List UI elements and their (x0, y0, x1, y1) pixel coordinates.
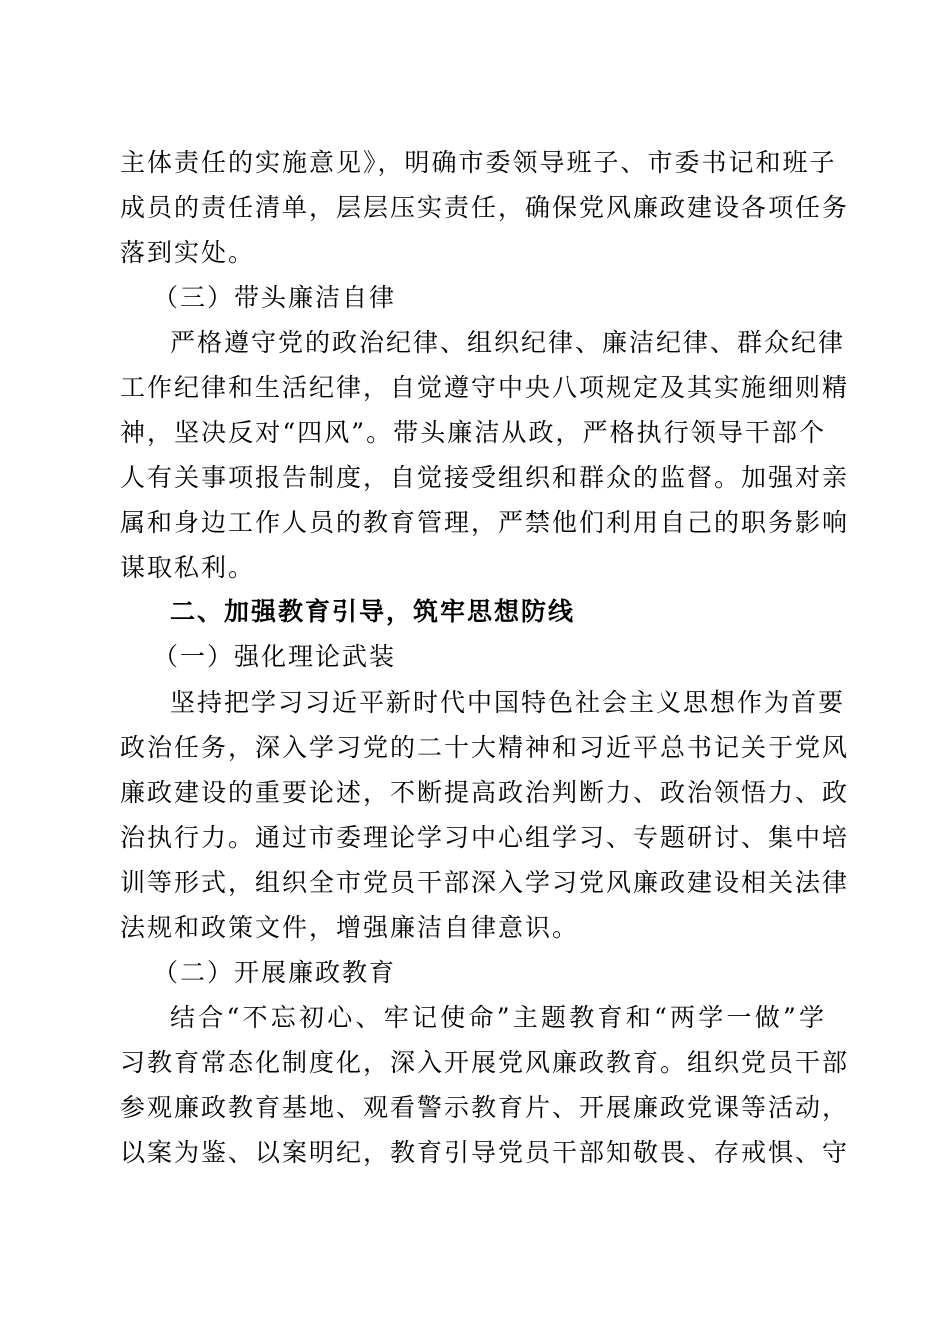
text-line-22: 参观廉政教育基地、观看警示教育片、开展廉政党课等活动， (120, 1093, 850, 1122)
text-line-8: 人有关事项报告制度，自觉接受组织和群众的监督。加强对亲 (120, 463, 850, 492)
text-line-5: 严格遵守党的政治纪律、组织纪律、廉洁纪律、群众纪律 (170, 328, 846, 357)
text-line-1: 主体责任的实施意见》，明确市委领导班子、市委书记和班子 (120, 148, 837, 177)
text-line-20: 结合“不忘初心、牢记使命”主题教育和“两学一做”学 (170, 1003, 826, 1032)
text-line-6: 工作纪律和生活纪律，自觉遵守中央八项规定及其实施细则精 (120, 373, 850, 402)
text-line-14: 政治任务，深入学习党的二十大精神和习近平总书记关于党风 (120, 733, 850, 762)
subheading-two: （二）开展廉政教育 (153, 958, 397, 987)
text-line-9: 属和身边工作人员的教育管理，严禁他们利用自己的职务影响 (120, 508, 850, 537)
text-line-13: 坚持把学习习近平新时代中国特色社会主义思想作为首要 (170, 688, 846, 717)
subheading-one: （一）强化理论武装 (153, 642, 397, 671)
section-heading-two: 二、加强教育引导，筑牢思想防线 (170, 597, 576, 626)
text-line-2: 成员的责任清单，层层压实责任，确保党风廉政建设各项任务 (120, 193, 850, 222)
text-line-23: 以案为鉴、以案明纪，教育引导党员干部知敬畏、存戒惧、守 (120, 1138, 850, 1167)
text-line-16: 治执行力。通过市委理论学习中心组学习、专题研讨、集中培 (120, 823, 850, 852)
text-line-21: 习教育常态化制度化，深入开展党风廉政教育。组织党员干部 (120, 1048, 850, 1077)
text-line-18: 法规和政策文件，增强廉洁自律意识。 (120, 913, 580, 942)
text-line-3: 落到实处。 (120, 238, 256, 267)
text-line-7: 神，坚决反对“四风”。带头廉洁从政，严格执行领导干部个 (120, 418, 826, 447)
subheading-three: （三）带头廉洁自律 (153, 283, 397, 312)
text-line-10: 谋取私利。 (120, 553, 256, 582)
text-line-15: 廉政建设的重要论述，不断提高政治判断力、政治领悟力、政 (120, 778, 850, 807)
text-line-17: 训等形式，组织全市党员干部深入学习党风廉政建设相关法律 (120, 868, 850, 897)
